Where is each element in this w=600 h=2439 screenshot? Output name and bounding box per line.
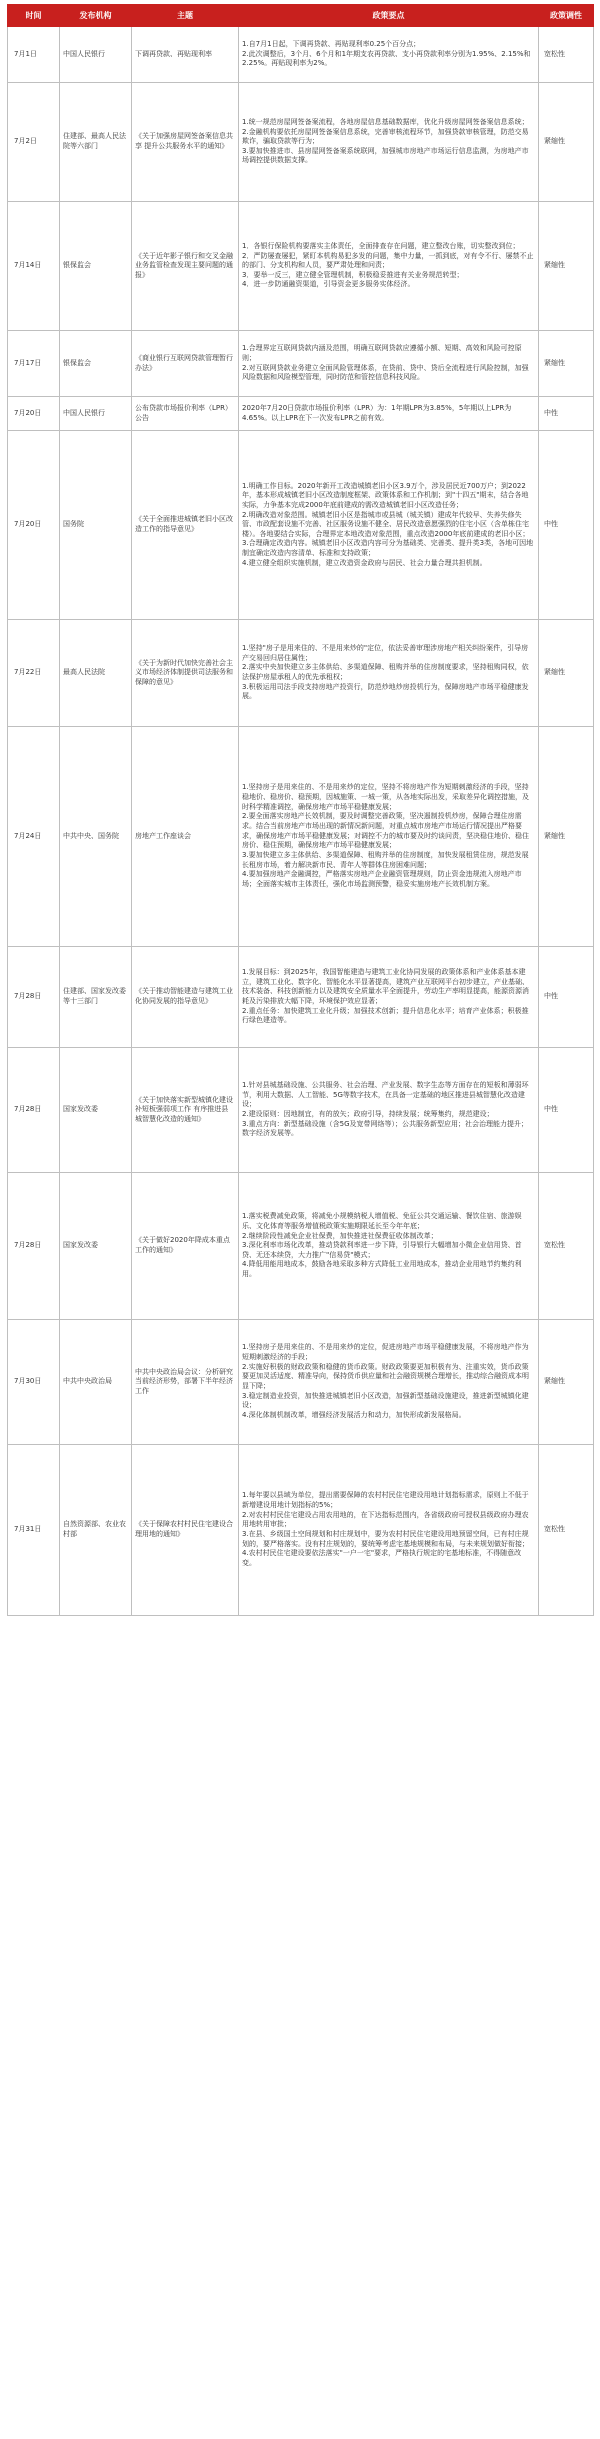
row-org: 最高人民法院 xyxy=(60,620,132,727)
policy-point: 4．进一步防通融资渠道，引导资金更多服务实体经济。 xyxy=(242,280,415,289)
row-topic: 下调再贷款、再贴现利率 xyxy=(132,27,239,83)
row-topic: 《关于近年影子银行和交叉金融业务监管检查发现主要问题的通报》 xyxy=(132,202,239,331)
row-topic: 《商业银行互联网贷款管理暂行办法》 xyxy=(132,331,239,397)
policy-point: 4.深化体制机制改革，增强经济发展活力和动力，加快形成新发展格局。 xyxy=(242,1410,466,1419)
row-topic: 《关于推动智能建造与建筑工业化协同发展的指导意见》 xyxy=(132,947,239,1048)
row-org: 住建部、最高人民法院等六部门 xyxy=(60,83,132,202)
row-date: 7月31日 xyxy=(8,1445,60,1616)
header-org: 发布机构 xyxy=(60,5,132,27)
row-attribute: 宽松性 xyxy=(539,1445,594,1616)
policy-point: 3.深化利率市场化改革，推动贷款利率进一步下降，引导银行大幅增加小微企业信用贷、首贷、无还本续贷，大力推广"信易贷"模式； xyxy=(242,1241,522,1259)
policy-point: 3.重点方向：新型基础设施（含5G及宽带网络等）；公共服务新型应用；社会治理能力提升；数字经济发展等。 xyxy=(242,1119,529,1138)
policy-point: 2.继续阶段性减免企业社保费，加快推进社保费征收体制改革； xyxy=(242,1231,438,1240)
row-date: 7月14日 xyxy=(8,202,60,331)
policy-table xyxy=(7,4,594,1616)
table-row xyxy=(8,331,594,397)
row-topic: 房地产工作座谈会 xyxy=(132,727,239,947)
row-date: 7月30日 xyxy=(8,1320,60,1445)
row-points xyxy=(239,1445,539,1616)
row-attribute: 紧缩性 xyxy=(539,331,594,397)
row-date: 7月1日 xyxy=(8,27,60,83)
policy-point: 4.要加强房地产金融调控，严格落实房地产企业融资管理规则，防止资金违规流入房地产市场；全面落实城市主体责任，强化市场监测预警，稳妥实施房地产长效机制方案。 xyxy=(242,870,522,888)
policy-point: 2.落实中央加快建立多主体供给、多渠道保障、租购并举的住房制度要求，坚持租购同权，依法保护房屋承租人的优先承租权； xyxy=(242,663,529,681)
policy-point: 3.稳定制造业投资，加快推进城镇老旧小区改造，加强新型基础设施建设，推进新型城镇化建设； xyxy=(242,1391,529,1410)
policy-point: 2.建设原则：因地制宜，有的放矢；政府引导，持续发展；统筹集约，规范建设； xyxy=(242,1110,494,1118)
row-org: 国务院 xyxy=(60,431,132,620)
row-date: 7月28日 xyxy=(8,1173,60,1320)
policy-point: 1.统一规范房屋网签备案流程，各地房屋信息基础数据库，优化升级房屋网签备案信息系统； xyxy=(242,117,529,126)
policy-point: 2.对互联网贷款业务建立全面风险管理体系，在贷前、贷中、贷后全流程进行风险控制，加强风险数据和风险模型管理，同时防范和管控信息科技风险。 xyxy=(242,363,529,382)
policy-point: 2.重点任务：加快建筑工业化升级；加强技术创新；提升信息化水平；培育产业体系；积极推行绿色建造等。 xyxy=(242,1006,529,1025)
row-date: 7月17日 xyxy=(8,331,60,397)
policy-point: 2.金融机构要依托房屋网签备案信息系统，完善审核流程环节，加强贷款审核管理，防范交易欺诈，骗取贷款等行为； xyxy=(242,127,529,146)
row-date: 7月28日 xyxy=(8,947,60,1048)
table-row xyxy=(8,202,594,331)
row-attribute: 宽松性 xyxy=(539,1173,594,1320)
header-date: 时间 xyxy=(8,5,60,27)
row-topic: 中共中央政治局会议：分析研究当前经济形势，部署下半年经济工作 xyxy=(132,1320,239,1445)
policy-point: 3.在县、乡级国土空间规划和村庄规划中，要为农村村民住宅建设用地预留空间，已有村庄规划的，要严格落实。没有村庄规划的，要统筹考虑宅基地规模和布局，与未来规划做好衔接； xyxy=(242,1530,529,1548)
row-date: 7月28日 xyxy=(8,1048,60,1173)
row-date: 7月22日 xyxy=(8,620,60,727)
policy-point: 2020年7月20日贷款市场报价利率（LPR）为：1年期LPR为3.85%，5年期以上LPR为4.65%。以上LPR在下一次发布LPR之前有效。 xyxy=(242,403,512,422)
row-attribute: 紧缩性 xyxy=(539,620,594,727)
policy-point: 4.建立健全组织实施机制，建立改造资金政府与居民、社会力量合理共担机制。 xyxy=(242,558,487,567)
header-topic: 主题 xyxy=(132,5,239,27)
row-attribute: 紧缩性 xyxy=(539,727,594,947)
policy-point: 3.积极运用司法手段支持房地产投资行，防范炒地炒房投机行为，保障房地产市场平稳健康发展。 xyxy=(242,682,529,701)
row-attribute: 宽松性 xyxy=(539,27,594,83)
policy-point: 1.落实税费减免政策，将减免小规模纳税人增值税、免征公共交通运输、餐饮住宿、旅游娱乐、文化体育等服务增值税政策实施期限延长至今年年底； xyxy=(242,1212,522,1230)
row-topic: 《关于加快落实新型城镇化建设补短板强弱项工作 有序推进县城智慧化改造的通知》 xyxy=(132,1048,239,1173)
row-points xyxy=(239,27,539,83)
row-points xyxy=(239,947,539,1048)
row-points xyxy=(239,1320,539,1445)
policy-point: 4.农村村民住宅建设要依法落实"一户一宅"要求，严格执行规定的宅基地标准，不得随意改变。 xyxy=(242,1549,522,1567)
policy-point: 2．严防屡查屡犯，紧盯本机构易犯多发的问题，集中力量，一抓到底，对有令不行、屡禁不止的部门、分支机构和人员，要严肃处理和问责； xyxy=(242,251,534,270)
policy-point: 1．各银行保险机构要落实主体责任，全面排查存在问题，建立整改台账，切实整改到位； xyxy=(242,241,520,250)
row-org: 中国人民银行 xyxy=(60,27,132,83)
row-topic: 《关于全面推进城镇老旧小区改造工作的指导意见》 xyxy=(132,431,239,620)
table-row xyxy=(8,620,594,727)
row-date: 7月2日 xyxy=(8,83,60,202)
policy-point: 2.要全面落实房地产长效机制，要及时调整完善政策，坚决遏制投机炒房，保障合理住房需求。结合当前房地产市场出现的新情况新问题，对重点城市房地产市场运行情况提出严格要求，确保房地产市场平稳健康发展；对调控不力的城市要及时约谈问责，坚决稳住地价、稳住房价、稳住预期，确保房地产市场平稳健康发展； xyxy=(242,812,529,850)
policy-point: 1.自7月1日起，下调再贷款、再贴现利率0.25个百分点； xyxy=(242,40,421,49)
row-points xyxy=(239,202,539,331)
policy-point: 1.针对县城基础设施、公共服务、社会治理、产业发展、数字生态等方面存在的短板和薄弱环节，利用大数据、人工智能、5G等数字技术，在具备一定基础的地区推进县城智慧化改造建设； xyxy=(242,1081,529,1109)
row-points xyxy=(239,397,539,431)
row-attribute: 中性 xyxy=(539,397,594,431)
policy-point: 2.此次调整后，3个月、6个月和1年期支农再贷款、支小再贷款利率分别为1.95%、2.15%和2.25%。再贴现利率为2%。 xyxy=(242,49,531,68)
policy-point: 2.实施好积极的财政政策和稳健的货币政策。财政政策要更加积极有为、注重实效，货币政策要更加灵活适度、精准导向，保持货币供应量和社会融资规模合理增长，推动综合融资成本明显下降； xyxy=(242,1362,529,1390)
row-topic: 公布贷款市场报价利率（LPR）公告 xyxy=(132,397,239,431)
policy-table-container xyxy=(7,0,593,1616)
row-org: 中国人民银行 xyxy=(60,397,132,431)
header-attribute: 政策调性 xyxy=(539,5,594,27)
policy-point: 1.发展目标：到2025年，我国智能建造与建筑工业化协同发展的政策体系和产业体系基本建立，建筑工业化、数字化、智能化水平显著提高，建筑产业互联网平台初步建立，产业基础、技术装备、科技创新能力以及建筑安全质量水平全面提升，劳动生产率明显提高，能源资源消耗及污染排放大幅下降，环境保护效应显著； xyxy=(242,968,529,1005)
row-attribute: 中性 xyxy=(539,431,594,620)
row-attribute: 中性 xyxy=(539,947,594,1048)
row-points xyxy=(239,1048,539,1173)
table-row xyxy=(8,1173,594,1320)
policy-point: 3．要举一反三，建立健全管理机制，积极稳妥推进有关业务规范转型； xyxy=(242,270,464,279)
row-points xyxy=(239,620,539,727)
policy-point: 1.坚持房子是用来住的、不是用来炒的定位，坚持不将房地产作为短期刺激经济的手段，坚持稳地价、稳房价、稳预期，因城施策、一城一策，从各地实际出发，采取差异化调控措施，及时科学精准调控，确保房地产市场平稳健康发展； xyxy=(242,783,529,811)
row-date: 7月24日 xyxy=(8,727,60,947)
policy-point: 1.合理界定互联网贷款内涵及范围，明确互联网贷款应遵循小额、短期、高效和风险可控原则； xyxy=(242,344,522,362)
row-points xyxy=(239,431,539,620)
row-points xyxy=(239,83,539,202)
policy-point: 1.坚持房子是用来住的、不是用来炒的定位，促进房地产市场平稳健康发展，不将房地产作为短期刺激经济的手段； xyxy=(242,1343,529,1362)
row-attribute: 中性 xyxy=(539,1048,594,1173)
row-date: 7月20日 xyxy=(8,397,60,431)
row-points xyxy=(239,727,539,947)
header-points: 政策要点 xyxy=(239,5,539,27)
policy-point: 1.明确工作目标。2020年新开工改造城镇老旧小区3.9万个，涉及居民近700万户；到2022年，基本形成城镇老旧小区改造制度框架、政策体系和工作机制；到"十四五"期末，结合各地实际，力争基本完成2000年底前建成的需改造城镇老旧小区改造任务； xyxy=(242,481,529,509)
row-org: 自然资源部、农业农村部 xyxy=(60,1445,132,1616)
table-row xyxy=(8,947,594,1048)
row-topic: 《关于为新时代加快完善社会主义市场经济体制提供司法服务和保障的意见》 xyxy=(132,620,239,727)
row-topic: 《关于保障农村村民住宅建设合理用地的通知》 xyxy=(132,1445,239,1616)
table-row xyxy=(8,1048,594,1173)
table-row xyxy=(8,83,594,202)
policy-point: 4.降低用能用地成本，鼓励各地采取多种方式降低工业用地成本，推动企业用地节约集约利用。 xyxy=(242,1260,522,1279)
table-body xyxy=(8,27,594,1616)
row-attribute: 紧缩性 xyxy=(539,1320,594,1445)
table-row xyxy=(8,1445,594,1616)
table-header-row xyxy=(8,5,594,27)
policy-point: 1.坚持"房子是用来住的、不是用来炒的"定位，依法妥善审理涉房地产相关纠纷案件，引导房产交易回归居住属性； xyxy=(242,644,529,662)
row-topic: 《关于做好2020年降成本重点工作的通知》 xyxy=(132,1173,239,1320)
row-org: 银保监会 xyxy=(60,202,132,331)
policy-point: 3.要加快推进市、县房屋网签备案系统联网，加强城市房地产市场运行信息监测，为房地产市场调控提供数据支撑。 xyxy=(242,146,529,165)
row-org: 国家发改委 xyxy=(60,1173,132,1320)
table-row xyxy=(8,27,594,83)
table-row xyxy=(8,727,594,947)
policy-point: 2.对农村村民住宅建设占用农用地的，在下达指标范围内，各省级政府可授权县级政府办理农用地转用审批； xyxy=(242,1510,529,1529)
row-points xyxy=(239,331,539,397)
row-topic: 《关于加强房屋网签备案信息共享 提升公共服务水平的通知》 xyxy=(132,83,239,202)
policy-point: 3.要加快建立多主体供给、多渠道保障、租购并举的住房制度，加快发展租赁住房，规范发展长租房市场，着力解决新市民、青年人等群体住房困难问题； xyxy=(242,850,529,869)
row-org: 住建部、国家发改委等十三部门 xyxy=(60,947,132,1048)
row-org: 中共中央、国务院 xyxy=(60,727,132,947)
row-attribute: 紧缩性 xyxy=(539,83,594,202)
policy-point: 1.每年要以县域为单位，提出需要保障的农村村民住宅建设用地计划指标需求，原则上不低于新增建设用地计划指标的5%； xyxy=(242,1491,529,1510)
row-points xyxy=(239,1173,539,1320)
table-row xyxy=(8,397,594,431)
policy-point: 2.明确改造对象范围。城镇老旧小区是指城市或县城（城关镇）建成年代较早、失养失修失管、市政配套设施不完善、社区服务设施不健全、居民改造意愿强烈的住宅小区（含单栋住宅楼）。各地要结合实际，合理界定本地改造对象范围，重点改造2000年底前建成的老旧小区； xyxy=(242,510,530,538)
policy-point: 3.合理确定改造内容。城镇老旧小区改造内容可分为基础类、完善类、提升类3类，各地可因地制宜确定改造内容清单、标准和支持政策； xyxy=(242,539,534,558)
table-row xyxy=(8,431,594,620)
row-attribute: 紧缩性 xyxy=(539,202,594,331)
row-date: 7月20日 xyxy=(8,431,60,620)
row-org: 国家发改委 xyxy=(60,1048,132,1173)
row-org: 中共中央政治局 xyxy=(60,1320,132,1445)
row-org: 银保监会 xyxy=(60,331,132,397)
table-row xyxy=(8,1320,594,1445)
